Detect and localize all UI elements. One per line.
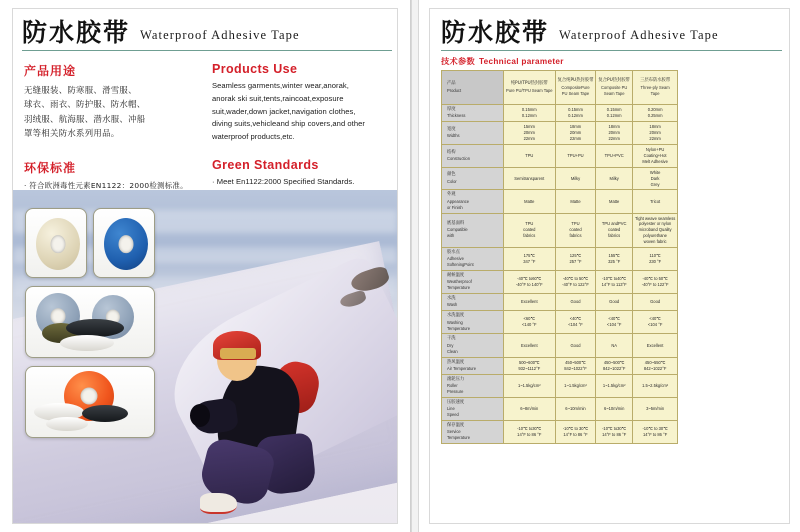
table-row-label: 水洗 Wash — [442, 294, 504, 311]
table-cell: <60℃ <140 °F — [504, 311, 556, 334]
table-cell: TPU andPVC coated fabrics — [596, 213, 633, 248]
products-use-block-cn — [24, 62, 196, 141]
products-use-block-en — [212, 62, 384, 144]
tape-reel-white — [46, 417, 88, 431]
table-row — [442, 311, 678, 334]
table-cell: -10℃ to40℃ 14°F to 113°F — [596, 271, 633, 294]
table-column-header: 复合PU热封胶带 Composite PU Seam Tape — [596, 71, 633, 105]
body-line: 无缝服装、防寒服、滑雪服、 — [24, 85, 137, 95]
table-row — [442, 144, 678, 167]
body-line: · Meet En1122:2000 Specified Standards. — [212, 176, 355, 186]
table-cell: Good — [555, 294, 596, 311]
table-cell: White Dark Grey — [632, 167, 677, 190]
table-cell: -40℃ to 50℃ -40°F to 122°F — [632, 271, 677, 294]
table-row — [442, 167, 678, 190]
table-cell: TPU+PU — [555, 144, 596, 167]
tape-reel-white — [60, 335, 114, 351]
table-row — [442, 190, 678, 213]
table-row — [442, 105, 678, 122]
body-line: anorak ski suit,tents,raincoat,exposure — [212, 93, 344, 103]
table-cell: Excellent — [504, 294, 556, 311]
table-cell: 0.15mm 0.12mm — [596, 105, 633, 122]
table-row — [442, 122, 678, 145]
page-gutter — [411, 0, 419, 532]
table-subtitle-cn: 技术参数 — [441, 56, 475, 66]
table-row — [442, 374, 678, 397]
products-use-body-cn — [24, 83, 196, 141]
table-cell: -40℃ to 50℃ -40°F to 122°F — [555, 271, 596, 294]
table-cell: 125℃ 257 °F — [555, 248, 596, 271]
table-cell: 500~600℃ 932~1112°F — [504, 357, 556, 374]
table-cell: -10℃ to 30℃ 14°F to 86 °F — [555, 420, 596, 443]
tape-reel-dark — [82, 405, 128, 422]
table-row-label: 外观 Appearance or Finish — [442, 190, 504, 213]
table-cell: Milky — [555, 167, 596, 190]
goggles-shape — [220, 348, 255, 359]
table-cell: Tricot — [632, 190, 677, 213]
table-cell: Matte — [596, 190, 633, 213]
child-climber-figure — [190, 323, 359, 516]
table-cell: 1~1.5kg/cm² — [504, 374, 556, 397]
boot-shape — [200, 493, 237, 514]
table-row-label: 热风温度 Air Temperature — [442, 357, 504, 374]
table-row-label: 压胶速度 Line Speed — [442, 397, 504, 420]
page-title-en: Waterproof Adhesive Tape — [559, 28, 719, 42]
page-title-en: Waterproof Adhesive Tape — [140, 28, 300, 42]
table-cell: 3~5m/min — [632, 397, 677, 420]
table-cell: 6~10m/min — [555, 397, 596, 420]
table-cell: Matte — [555, 190, 596, 213]
body-line: 罩等相关防水系列用品。 — [24, 128, 120, 139]
products-use-heading-cn: 产品用途 — [24, 64, 77, 78]
table-cell: Excellent — [632, 334, 677, 357]
table-cell: Good — [596, 294, 633, 311]
table-row-label: 底基面料 Compatible with — [442, 213, 504, 248]
table-cell: <40℃ <104 °F — [632, 311, 677, 334]
table-row — [442, 213, 678, 248]
table-row-label: 厚度 Thickness — [442, 105, 504, 122]
table-cell: -10℃ to30℃ 14°F to 86 °F — [596, 420, 633, 443]
grey-tape-rolls-card — [25, 286, 155, 358]
tape-roll-clear — [36, 218, 80, 270]
header-divider — [441, 50, 782, 51]
table-cell: TPU coated fabrics — [555, 213, 596, 248]
product-photo-collage — [13, 190, 397, 523]
page-title-cn: 防水胶带 — [441, 18, 550, 47]
table-cell: 450~500℃ 842~1022°F — [596, 357, 633, 374]
table-cell: Milky — [596, 167, 633, 190]
table-cell: Tight weave seamless polyester or nylon microband Quality polyurethane woven fabric — [632, 213, 677, 248]
table-cell: 0.15mm 0.12mm — [555, 105, 596, 122]
header-divider — [22, 50, 392, 51]
table-cell: 15mm 20mm 22mm — [504, 122, 556, 145]
green-standards-heading-en: Green Standards — [212, 157, 319, 172]
products-use-heading-en: Products Use — [212, 62, 298, 76]
table-row — [442, 357, 678, 374]
table-row-label: 颜色 Color — [442, 167, 504, 190]
green-standards-heading-cn: 环保标准 — [24, 160, 77, 175]
right-page — [419, 0, 800, 532]
table-cell: Excellent — [504, 334, 556, 357]
table-column-header: 复合纯PU热封胶带 CompositePure PU Seam Tape — [555, 71, 596, 105]
table-cell: TPU+PVC — [596, 144, 633, 167]
table-cell: 0.20mm 0.25mm — [632, 105, 677, 122]
table-row — [442, 397, 678, 420]
table-cell: TPU coated fabrics — [504, 213, 556, 248]
table-cell: -10℃ to 30℃ 14°F to 86 °F — [632, 420, 677, 443]
table-row-label: 滚轮压力 Roller Pressure — [442, 374, 504, 397]
table-cell: 1.5~2.5kg/cm² — [632, 374, 677, 397]
table-cell: NA — [596, 334, 633, 357]
table-cell: Matte — [504, 190, 556, 213]
table-cell: Nylon+PU Coating+Hot Melt Adhesive — [632, 144, 677, 167]
body-line: waterproof products,etc. — [212, 132, 295, 141]
orange-tape-rolls-card — [25, 366, 155, 438]
table-cell: 18mm 20mm 22mm — [632, 122, 677, 145]
table-cell: 110℃ 230 °F — [632, 248, 677, 271]
table-subtitle-en: Technical parameter — [478, 57, 564, 66]
clear-tape-roll-card — [25, 208, 87, 278]
table-cell: 6~8m/min — [504, 397, 556, 420]
technical-parameter-table — [441, 70, 678, 444]
table-row — [442, 248, 678, 271]
table-row-label: 保存温度 Service Temperature — [442, 420, 504, 443]
table-cell: 450~500℃ 842~1022°F — [555, 357, 596, 374]
table-row — [442, 271, 678, 294]
table-cell: 155℃ 325 °F — [596, 248, 633, 271]
page-title-cn: 防水胶带 — [22, 18, 131, 47]
table-row — [442, 420, 678, 443]
table-column-header: 纯PU/TPU热封胶带 Pure PU/TPU Seam Tape — [504, 71, 556, 105]
body-line: diving suits,vehicleand ship covers,and other — [212, 119, 365, 129]
table-subtitle — [441, 56, 564, 67]
products-use-body-en — [212, 80, 384, 144]
table-cell: -40℃ to60℃ -40°F to 140°F — [504, 271, 556, 294]
body-line: 球衣、雨衣、防护服、防水帽、 — [24, 99, 146, 110]
table-header-row — [442, 71, 678, 105]
table-cell: Good — [632, 294, 677, 311]
table-row-label: 宽度 Widths — [442, 122, 504, 145]
body-line: · 符合欧洲毒性元素EN1122：2000检测标准。 — [24, 180, 188, 190]
table-row-label: 水洗温度 Washing Temperature — [442, 311, 504, 334]
table-column-header: 三层布防水胶带 Three-ply Seam Tape — [632, 71, 677, 105]
tape-roll-blue — [104, 218, 148, 270]
table-row-label: 干洗 Dry Clean — [442, 334, 504, 357]
table-cell: Semitransparent — [504, 167, 556, 190]
table-corner-cell: 产品 Product — [442, 71, 504, 105]
table-cell: <40℃ <104 °F — [596, 311, 633, 334]
table-row-label: 耐候温度 Weatherproof Temperature — [442, 271, 504, 294]
body-line: suit,wader,down jacket,navigation clothes, — [212, 106, 356, 116]
table-row-label: 胶水点 Adhesive SofteningPoint — [442, 248, 504, 271]
table-cell: 1~1.5kg/cm² — [555, 374, 596, 397]
body-line: 羽绒服、航海服、潜水服、冲船 — [24, 113, 146, 124]
table-cell: -10℃ to30℃ 14°F to 86 °F — [504, 420, 556, 443]
table-cell: 450~550℃ 842~1022°F — [632, 357, 677, 374]
table-cell: 0.15mm 0.12mm — [504, 105, 556, 122]
table-row-label: 结构 Construction — [442, 144, 504, 167]
table-row — [442, 294, 678, 311]
table-cell: 18mm 20mm 22mm — [596, 122, 633, 145]
table-cell: TPU — [504, 144, 556, 167]
body-line: Seamless garments,winter wear,anorak, — [212, 81, 349, 90]
table-cell: 175℃ 347 °F — [504, 248, 556, 271]
right-page-header — [441, 20, 782, 51]
table-cell: 18mm 20mm 22mm — [555, 122, 596, 145]
table-cell: 1~1.5kg/cm² — [596, 374, 633, 397]
table-cell: 6~10m/min — [596, 397, 633, 420]
table-cell: <40℃ <104 °F — [555, 311, 596, 334]
table-cell: Good — [555, 334, 596, 357]
tape-reel-dark — [66, 319, 124, 337]
table-row — [442, 334, 678, 357]
left-page-header — [22, 20, 392, 51]
blue-tape-roll-card — [93, 208, 155, 278]
